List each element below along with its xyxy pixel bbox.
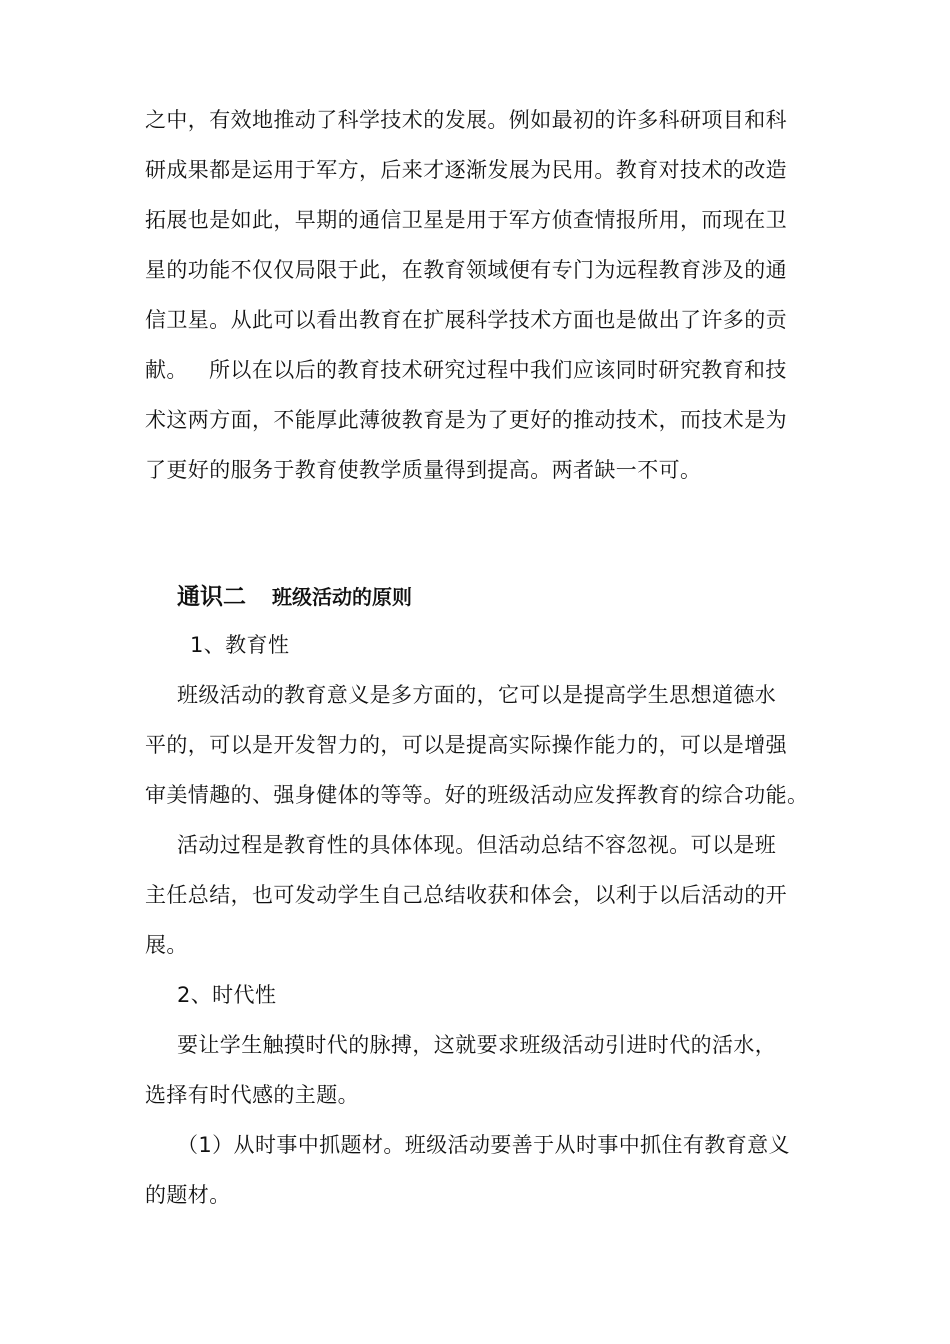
point-heading: 2、时代性 <box>177 983 277 1007</box>
paragraph-line: 选择有时代感的主题。 <box>145 1083 359 1107</box>
paragraph-line: （1）从时事中抓题材。班级活动要善于从时事中抓住有教育意义 <box>177 1133 790 1157</box>
paragraph-line: 拓展也是如此，早期的通信卫星是用于军方侦查情报所用，而现在卫 <box>145 208 787 232</box>
paragraph-line: 活动过程是教育性的具体体现。但活动总结不容忽视。可以是班 <box>177 833 777 857</box>
paragraph-line: 之中，有效地推动了科学技术的发展。例如最初的许多科研项目和科 <box>145 108 787 132</box>
paragraph-line: 主任总结，也可发动学生自己总结收获和体会，以利于以后活动的开 <box>145 883 787 907</box>
paragraph-line: 要让学生触摸时代的脉搏，这就要求班级活动引进时代的活水， <box>177 1033 777 1057</box>
point-heading: 1、教育性 <box>190 633 290 657</box>
paragraph-line: 了更好的服务于教育使教学质量得到提高。两者缺一不可。 <box>145 458 702 482</box>
section-title: 班级活动的原则 <box>272 585 412 609</box>
paragraph-line: 星的功能不仅仅局限于此，在教育领域便有专门为远程教育涉及的通 <box>145 258 787 282</box>
paragraph-line: 审美情趣的、强身健体的等等。好的班级活动应发挥教育的综合功能。 <box>145 783 809 807</box>
paragraph-line: 展。 <box>145 933 188 957</box>
paragraph-line: 信卫星。从此可以看出教育在扩展科学技术方面也是做出了许多的贡 <box>145 308 787 332</box>
section-heading <box>177 578 412 611</box>
section-number: 通识二 <box>177 584 246 610</box>
paragraph-line: 平的，可以是开发智力的，可以是提高实际操作能力的，可以是增强 <box>145 733 787 757</box>
paragraph-line: 的题材。 <box>145 1183 231 1207</box>
paragraph-line: 术这两方面，不能厚此薄彼教育是为了更好的推动技术，而技术是为 <box>145 408 787 432</box>
paragraph-line: 献。 所以在以后的教育技术研究过程中我们应该同时研究教育和技 <box>145 358 787 382</box>
paragraph-line: 班级活动的教育意义是多方面的，它可以是提高学生思想道德水 <box>177 683 777 707</box>
paragraph-line: 研成果都是运用于军方，后来才逐渐发展为民用。教育对技术的改造 <box>145 158 787 182</box>
